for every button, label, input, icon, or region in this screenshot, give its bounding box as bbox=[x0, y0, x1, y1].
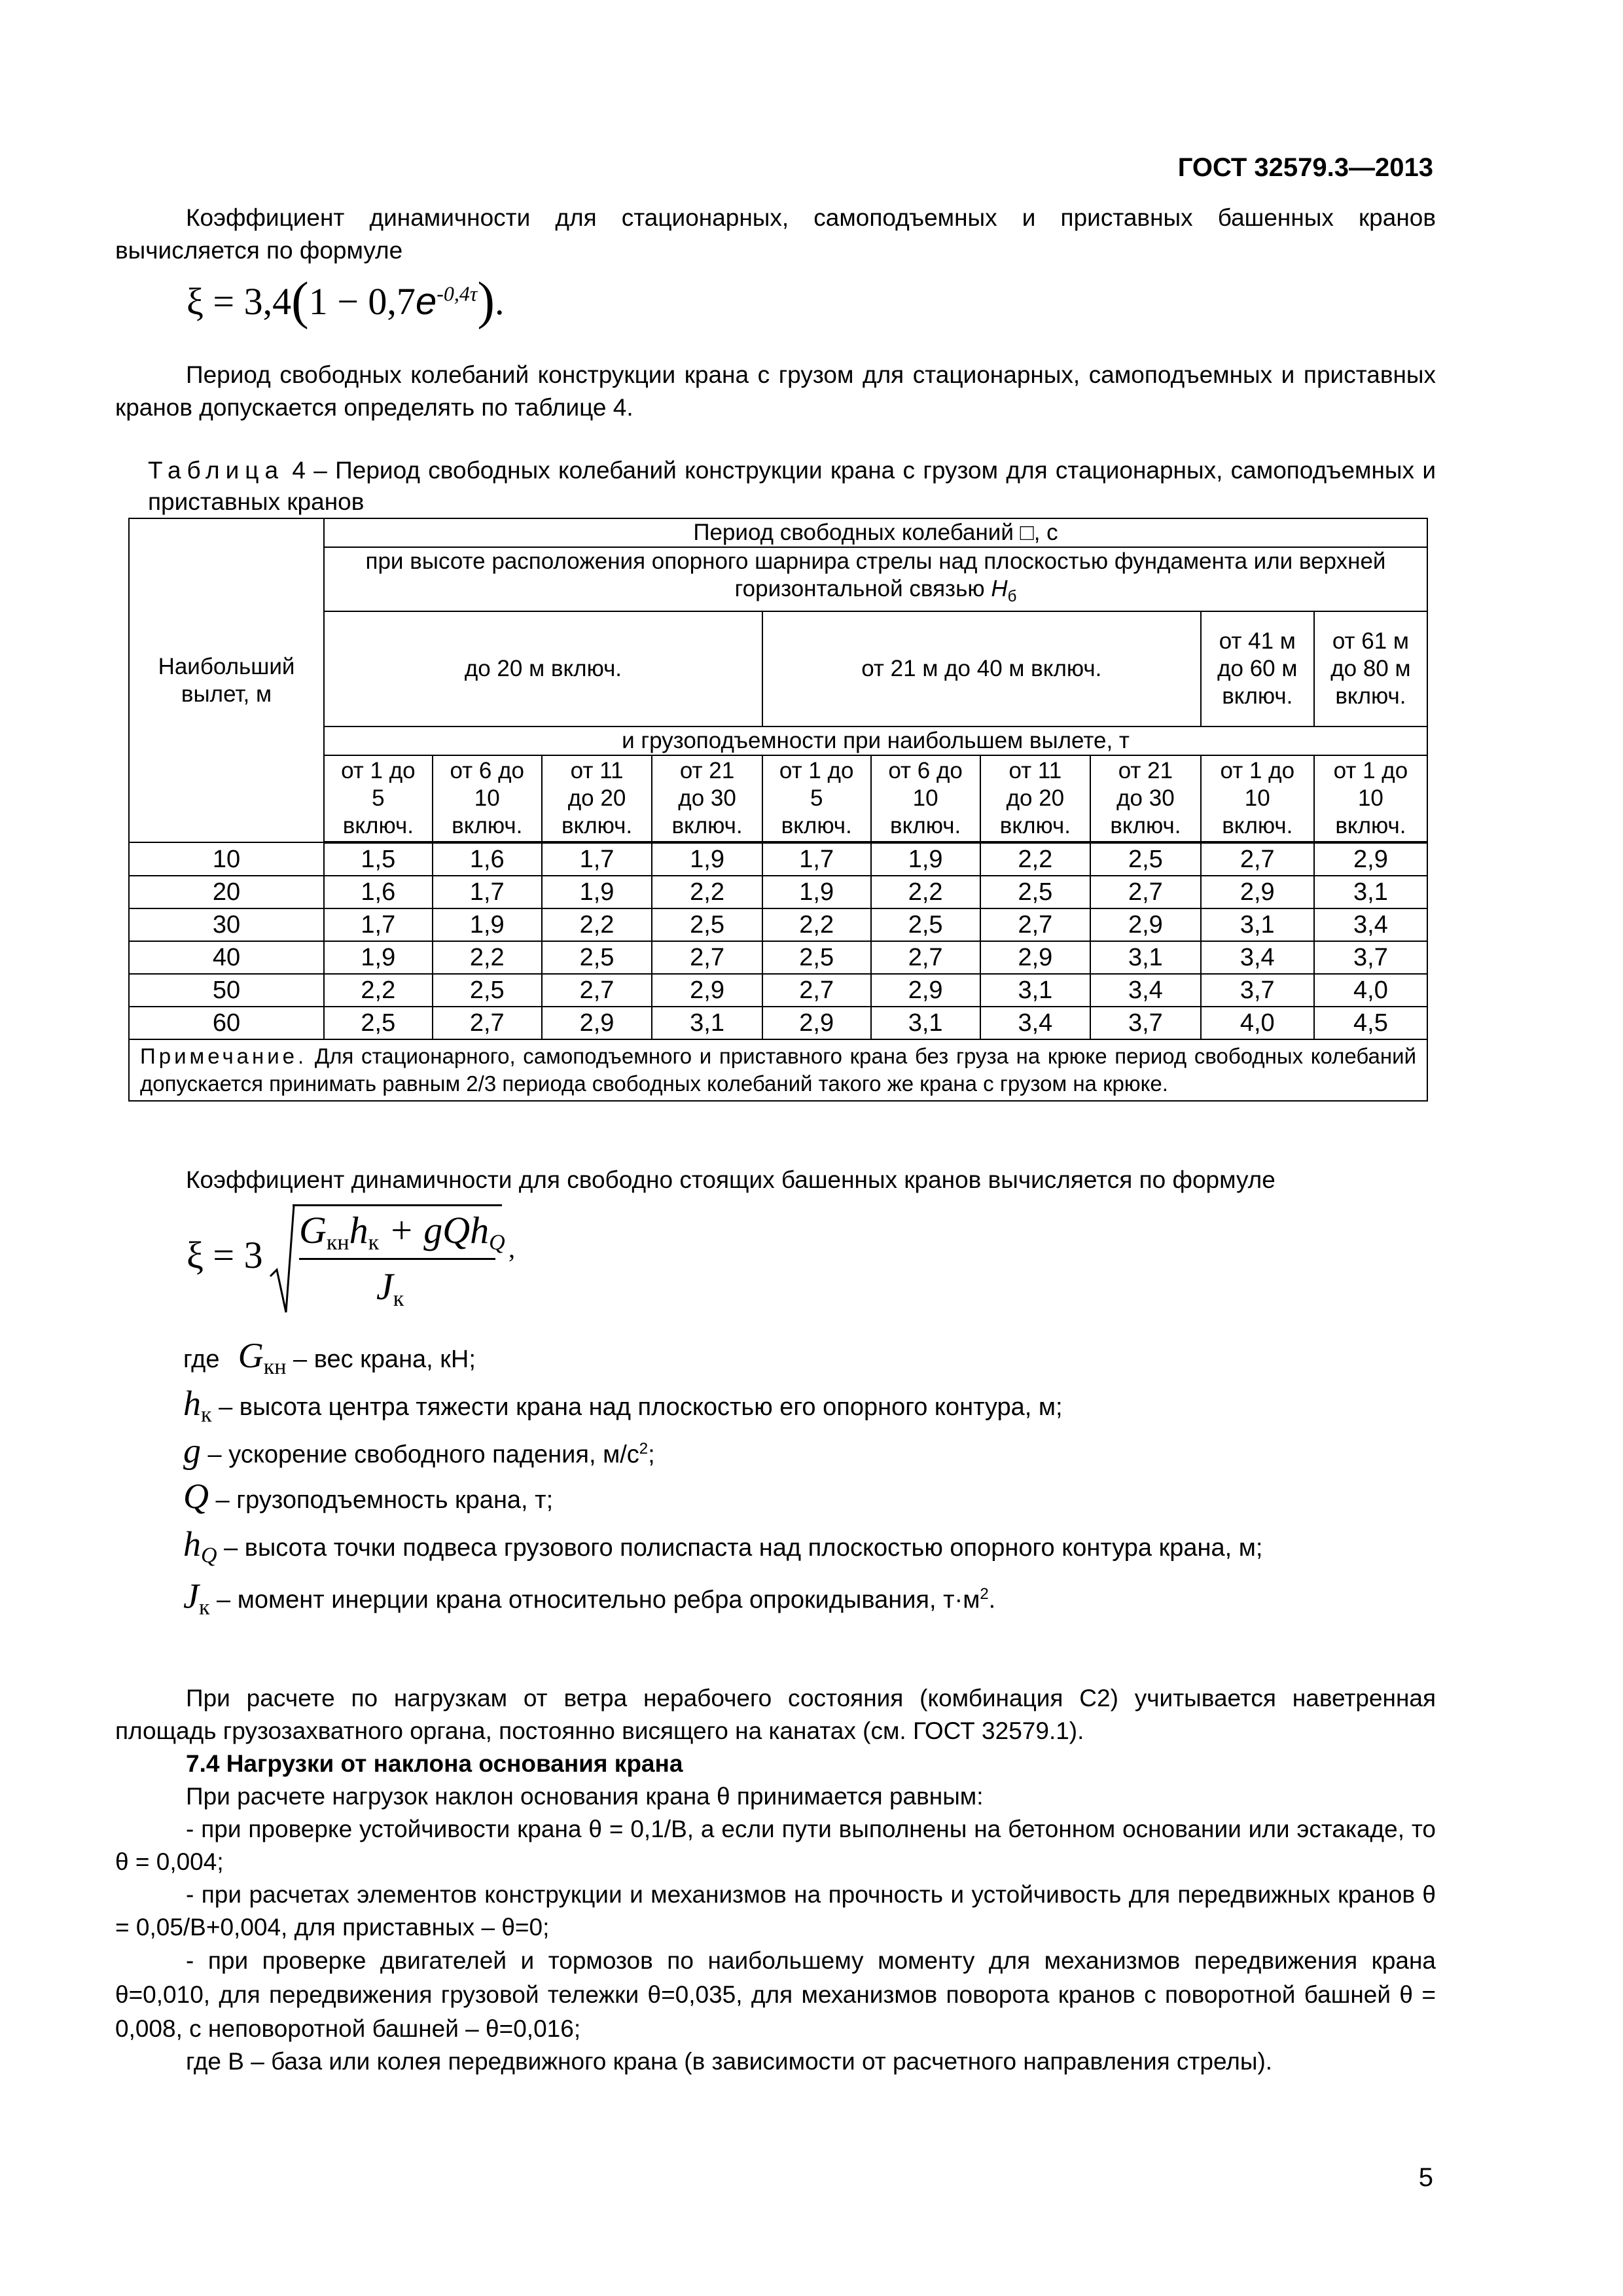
row-reach: 30 bbox=[129, 908, 324, 941]
where-item-weight bbox=[183, 1338, 476, 1384]
row-reach: 60 bbox=[129, 1007, 324, 1039]
header-capacity: и грузоподъемности при наибольшем вылете, т bbox=[324, 726, 1427, 755]
formula2-num-q-sub: Q bbox=[489, 1230, 505, 1255]
capacity-col-7: от 11 до 20 включ. bbox=[980, 755, 1090, 842]
where-symbol: h bbox=[183, 1384, 201, 1423]
formula1-paren-close: ) bbox=[477, 272, 495, 330]
row-reach: 10 bbox=[129, 842, 324, 876]
formula2-num-h-sub: к bbox=[368, 1230, 380, 1255]
table-cell: 2,5 bbox=[871, 908, 980, 941]
page-number: 5 bbox=[1418, 2163, 1433, 2192]
formula2-num-h: h bbox=[349, 1209, 368, 1251]
formula1-exponent: -0,4τ bbox=[437, 281, 478, 306]
height-group-3: от 41 м до 60 м включ. bbox=[1201, 611, 1314, 726]
capacity-col-2: от 6 до 10 включ. bbox=[433, 755, 542, 842]
table-row bbox=[129, 876, 1427, 908]
where-symbol-sub: к bbox=[201, 1403, 212, 1427]
table-cell: 2,7 bbox=[1201, 842, 1314, 876]
table-cell: 1,7 bbox=[324, 908, 433, 941]
where-tail: . bbox=[988, 1586, 996, 1614]
table-cell: 2,2 bbox=[542, 908, 652, 941]
table-cell: 2,7 bbox=[433, 1007, 542, 1039]
table-cell: 3,1 bbox=[871, 1007, 980, 1039]
table-cell: 2,5 bbox=[980, 876, 1090, 908]
table-cell: 1,9 bbox=[762, 876, 871, 908]
table-caption-label: Таблица bbox=[148, 457, 285, 484]
capacity-col-9: от 1 до 10 включ. bbox=[1201, 755, 1314, 842]
where-superscript: 2 bbox=[639, 1440, 649, 1458]
capacity-col-10: от 1 до 10 включ. bbox=[1314, 755, 1427, 842]
row-reach: 50 bbox=[129, 974, 324, 1007]
table-cell: 3,4 bbox=[1090, 974, 1201, 1007]
where-tail: ; bbox=[648, 1441, 655, 1469]
table-cell: 2,7 bbox=[980, 908, 1090, 941]
formula1-paren-open: ( bbox=[291, 272, 309, 330]
table-4-oscillation-periods bbox=[128, 518, 1428, 1102]
table-row bbox=[129, 908, 1427, 941]
table-cell: 1,9 bbox=[652, 842, 762, 876]
table-cell: 1,6 bbox=[433, 842, 542, 876]
table-cell: 1,9 bbox=[433, 908, 542, 941]
table-cell: 2,2 bbox=[433, 941, 542, 974]
table-cell: 2,5 bbox=[762, 941, 871, 974]
intro-paragraph-2: Период свободных колебаний конструкции крана с грузом для стационарных, самоподъемных и приставных кранов допускается определять по таблице 4. bbox=[115, 361, 1436, 421]
header-height-text: при высоте расположения опорного шарнира стрелы над плоскостью фундамента или верхней горизонтальной связью bbox=[365, 548, 1386, 601]
section-7-4-title: 7.4 Нагрузки от наклона основания крана bbox=[186, 1750, 683, 1777]
where-symbol: G bbox=[238, 1336, 264, 1375]
where-item-gravity bbox=[183, 1432, 655, 1471]
table-cell: 3,4 bbox=[1314, 908, 1427, 941]
table-note bbox=[129, 1039, 1427, 1101]
height-group-1: до 20 м включ. bbox=[324, 611, 762, 726]
formula1-end: . bbox=[494, 280, 505, 323]
table-cell: 3,7 bbox=[1201, 974, 1314, 1007]
table-cell: 1,5 bbox=[324, 842, 433, 876]
section-7-4-intro: При расчете нагрузок наклон основания крана θ принимается равным: bbox=[186, 1783, 984, 1810]
formula2-radical-sign bbox=[269, 1204, 295, 1316]
table-row bbox=[129, 974, 1427, 1007]
where-item-height bbox=[183, 1386, 1063, 1432]
table-row bbox=[129, 842, 1427, 876]
capacity-col-8: от 21 до 30 включ. bbox=[1090, 755, 1201, 842]
wind-paragraph: При расчете по нагрузкам от ветра нерабочего состояния (комбинация С2) учитывается наветренная площадь грузозахватного органа, постоянно висящего на канатах (см. ГОСТ 32579.1). bbox=[115, 1685, 1436, 1744]
table-cell: 2,2 bbox=[980, 842, 1090, 876]
where-text: – грузоподъемность крана, т; bbox=[209, 1486, 554, 1514]
formula-dynamic-coefficient-1 bbox=[187, 272, 504, 331]
where-symbol: h bbox=[183, 1524, 201, 1564]
where-symbol: Q bbox=[183, 1477, 209, 1516]
header-period: Период свободных колебаний □, с bbox=[324, 518, 1427, 547]
capacity-col-6: от 6 до 10 включ. bbox=[871, 755, 980, 842]
table-cell: 2,9 bbox=[871, 974, 980, 1007]
formula1-body: 1 − 0,7 bbox=[308, 280, 416, 323]
intro-paragraph-1: Коэффициент динамичности для стационарных, самоподъемных и приставных башенных кранов вычисляется по формуле bbox=[115, 204, 1436, 264]
capacity-col-3: от 11 до 20 включ. bbox=[542, 755, 652, 842]
table-cell: 2,7 bbox=[542, 974, 652, 1007]
table-cell: 2,2 bbox=[324, 974, 433, 1007]
where-symbol-sub: к bbox=[198, 1595, 210, 1620]
where-text: – ускорение свободного падения, м/с bbox=[201, 1441, 639, 1469]
table-cell: 2,9 bbox=[1201, 876, 1314, 908]
table-cell: 2,5 bbox=[324, 1007, 433, 1039]
table-cell: 3,1 bbox=[980, 974, 1090, 1007]
capacity-col-5: от 1 до 5 включ. bbox=[762, 755, 871, 842]
table-cell: 1,7 bbox=[542, 842, 652, 876]
where-text: – высота точки подвеса грузового полиспаста над плоскостью опорного контура крана, м; bbox=[217, 1534, 1263, 1562]
table-note-text: Для стационарного, самоподъемного и приставного крана без груза на крюке период свободных колебаний допускается принимать равным 2/3 периода свободных колебаний такого же крана с грузом на крюке. bbox=[140, 1044, 1416, 1096]
table-cell: 2,9 bbox=[1090, 908, 1201, 941]
table-cell: 3,1 bbox=[1090, 941, 1201, 974]
table-cell: 2,9 bbox=[1314, 842, 1427, 876]
table-caption-text: 4 – Период свободных колебаний конструкции крана с грузом для стационарных, самоподъемных и приставных кранов bbox=[148, 457, 1436, 515]
where-item-capacity bbox=[183, 1479, 553, 1517]
row-reach: 40 bbox=[129, 941, 324, 974]
table-row bbox=[129, 1007, 1427, 1039]
formula2-num-plus: + gQh bbox=[379, 1209, 490, 1251]
header-max-reach: Наибольший вылет, м bbox=[129, 518, 324, 842]
formula2-den-sub: к bbox=[393, 1287, 404, 1311]
table-cell: 3,1 bbox=[652, 1007, 762, 1039]
table-cell: 2,5 bbox=[542, 941, 652, 974]
capacity-col-4: от 21 до 30 включ. bbox=[652, 755, 762, 842]
formula2-end: , bbox=[508, 1234, 515, 1263]
where-text: – вес крана, кН; bbox=[286, 1346, 476, 1373]
section-7-4-bullet-1: - при проверке устойчивости крана θ = 0,1/B, а если пути выполнены на бетонном основании или эстакаде, то θ = 0,004; bbox=[115, 1816, 1436, 1875]
where-symbol: J bbox=[183, 1576, 199, 1616]
table-note-label: Примечание. bbox=[140, 1044, 308, 1068]
table-cell: 2,2 bbox=[652, 876, 762, 908]
capacity-col-1: от 1 до 5 включ. bbox=[324, 755, 433, 842]
formula2-lhs: ξ = 3 bbox=[187, 1234, 263, 1276]
table-row bbox=[129, 941, 1427, 974]
formula2-den-j: J bbox=[376, 1265, 393, 1308]
table-cell: 2,5 bbox=[1090, 842, 1201, 876]
table-cell: 1,9 bbox=[871, 842, 980, 876]
formula-dynamic-coefficient-2 bbox=[187, 1199, 553, 1317]
table-cell: 2,9 bbox=[542, 1007, 652, 1039]
table-cell: 2,7 bbox=[762, 974, 871, 1007]
where-symbol-sub: Q bbox=[201, 1543, 217, 1568]
where-item-hook-height bbox=[183, 1524, 1263, 1573]
formula2-radical-bar bbox=[293, 1204, 502, 1206]
table-cell: 2,7 bbox=[652, 941, 762, 974]
table-cell: 3,4 bbox=[980, 1007, 1090, 1039]
section-7-4-base-definition: где B – база или колея передвижного крана (в зависимости от расчетного направления стрелы). bbox=[186, 2048, 1273, 2075]
table-cell: 3,4 bbox=[1201, 941, 1314, 974]
table-cell: 1,7 bbox=[433, 876, 542, 908]
section-7-4-bullet-3: - при проверке двигателей и тормозов по наибольшему моменту для механизмов передвижения крана θ=0,010, для передвижения грузовой тележки θ=0,035, для механизмов поворота кранов с поворотной башней θ = 0,008, с неповоротной башней – θ=0,016; bbox=[115, 1947, 1436, 2042]
where-text: – высота центра тяжести крана над плоскостью его опорного контура, м; bbox=[211, 1393, 1063, 1421]
table-cell: 2,9 bbox=[652, 974, 762, 1007]
where-item-inertia bbox=[183, 1577, 995, 1624]
table-cell: 2,7 bbox=[1090, 876, 1201, 908]
table-cell: 1,6 bbox=[324, 876, 433, 908]
where-symbol-sub: кн bbox=[263, 1355, 287, 1379]
height-group-2: от 21 м до 40 м включ. bbox=[762, 611, 1201, 726]
table-cell: 4,0 bbox=[1314, 974, 1427, 1007]
table-cell: 2,7 bbox=[871, 941, 980, 974]
formula1-lhs: ξ = 3,4 bbox=[187, 280, 292, 323]
header-height-subscript: б bbox=[1007, 588, 1017, 605]
table-cell: 1,9 bbox=[542, 876, 652, 908]
section-7-4-bullet-2: - при расчетах элементов конструкции и механизмов на прочность и устойчивость для передвижных кранов θ = 0,05/B+0,004, для приставных – θ=0; bbox=[115, 1881, 1436, 1941]
table-cell: 3,7 bbox=[1090, 1007, 1201, 1039]
row-reach: 20 bbox=[129, 876, 324, 908]
where-text: – момент инерции крана относительно ребра опрокидывания, т·м bbox=[209, 1586, 980, 1614]
table-cell: 2,2 bbox=[762, 908, 871, 941]
table-caption bbox=[148, 455, 1436, 518]
formula2-num-g: G bbox=[299, 1209, 327, 1251]
table-cell: 3,1 bbox=[1201, 908, 1314, 941]
table-cell: 2,9 bbox=[980, 941, 1090, 974]
table-cell: 2,5 bbox=[433, 974, 542, 1007]
table-cell: 4,5 bbox=[1314, 1007, 1427, 1039]
table-cell: 2,2 bbox=[871, 876, 980, 908]
where-intro: где bbox=[183, 1346, 220, 1373]
formula2-numerator bbox=[299, 1208, 505, 1255]
where-superscript: 2 bbox=[980, 1585, 989, 1603]
document-standard-header: ГОСТ 32579.3—2013 bbox=[1177, 153, 1433, 182]
freestanding-paragraph: Коэффициент динамичности для свободно стоящих башенных кранов вычисляется по формуле bbox=[186, 1166, 1275, 1193]
table-cell: 1,7 bbox=[762, 842, 871, 876]
table-cell: 2,9 bbox=[762, 1007, 871, 1039]
formula1-e: e bbox=[415, 280, 437, 323]
table-cell: 1,9 bbox=[324, 941, 433, 974]
height-group-4: от 61 м до 80 м включ. bbox=[1314, 611, 1427, 726]
table-cell: 4,0 bbox=[1201, 1007, 1314, 1039]
formula2-num-g-sub: кн bbox=[326, 1230, 349, 1255]
table-cell: 2,5 bbox=[652, 908, 762, 941]
header-height-symbol: H bbox=[991, 576, 1008, 601]
header-height bbox=[324, 547, 1427, 611]
table-cell: 3,7 bbox=[1314, 941, 1427, 974]
where-symbol: g bbox=[183, 1431, 201, 1471]
table-cell: 3,1 bbox=[1314, 876, 1427, 908]
formula2-fraction-bar bbox=[299, 1258, 495, 1260]
formula2-denominator bbox=[376, 1265, 404, 1312]
